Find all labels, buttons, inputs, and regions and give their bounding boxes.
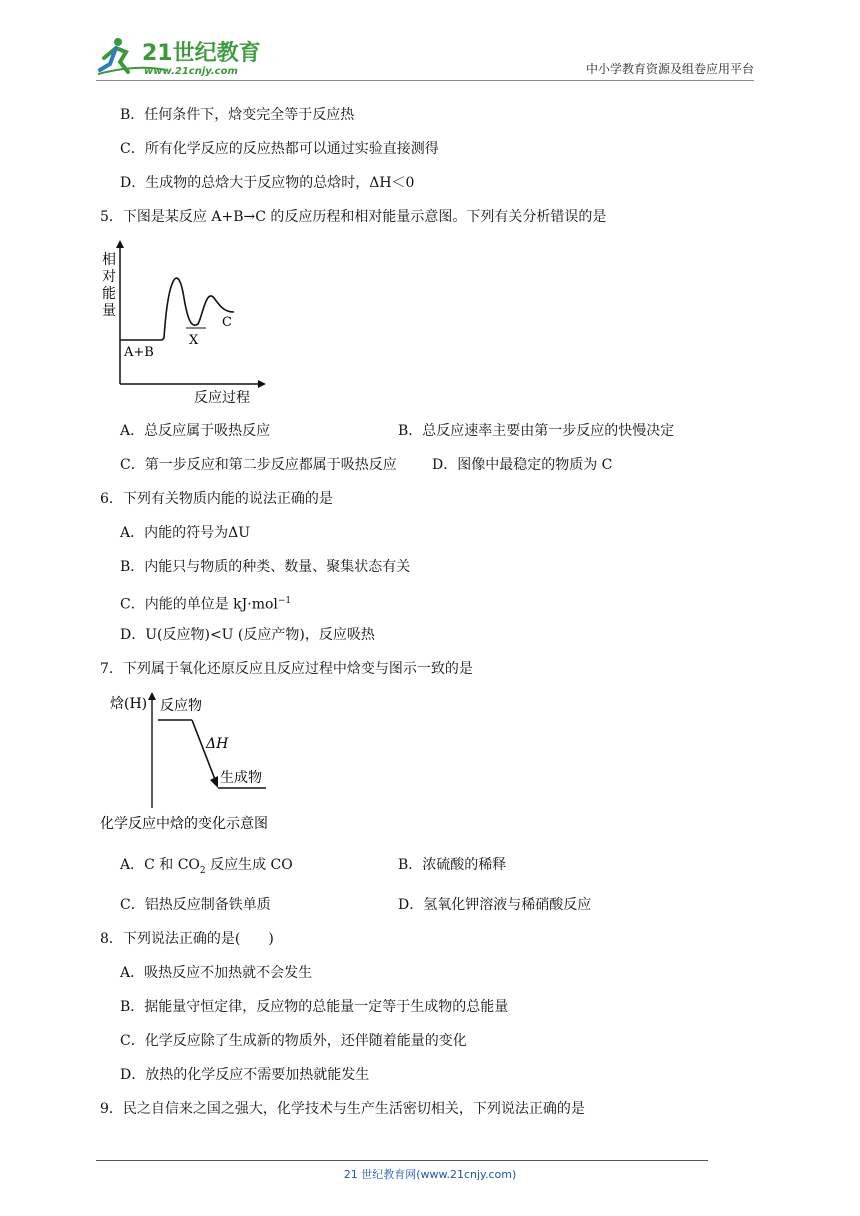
q6-option-a: A．内能的符号为ΔU (120, 525, 251, 541)
site-logo (96, 34, 266, 80)
q5-label-ab: A+B (124, 345, 154, 360)
q8-stem: 8．下列说法正确的是( ) (100, 931, 274, 947)
q6-option-c-sup: −1 (277, 596, 292, 606)
logo-text: 21世纪教育 (142, 41, 261, 66)
q7-option-a-post: 反应生成 CO (205, 857, 293, 873)
q5-label-c: C (222, 315, 232, 330)
q5-y-label-4: 量 (102, 303, 116, 319)
q7-delta-label: ΔH (206, 736, 229, 752)
q7-product-label: 生成物 (220, 770, 262, 786)
q4-option-d: D．生成物的总焓大于反应物的总焓时，ΔH＜0 (120, 175, 415, 191)
q8-option-b: B．据能量守恒定律，反应物的总能量一定等于生成物的总能量 (120, 999, 509, 1015)
q5-y-label-1: 相 (102, 252, 116, 268)
q5-x-label: 反应过程 (194, 390, 250, 406)
q5-y-label-2: 对 (102, 269, 116, 285)
q8-option-a: A．吸热反应不加热就不会发生 (120, 965, 313, 981)
footer-divider (96, 1160, 708, 1161)
q5-stem: 5．下图是某反应 A+B→C 的反应历程和相对能量示意图。下列有关分析错误的是 (100, 209, 607, 225)
q4-option-c: C．所有化学反应的反应热都可以通过实验直接测得 (120, 141, 439, 157)
logo-url: www.21cnjy.com (144, 66, 238, 77)
q7-caption: 化学反应中焓的变化示意图 (100, 816, 268, 832)
q4-option-b: B．任何条件下，焓变完全等于反应热 (120, 107, 355, 123)
q6-option-d: D．U(反应物)<U (反应产物)，反应吸热 (120, 627, 375, 643)
q5-energy-curve (120, 278, 234, 340)
q5-energy-diagram (96, 238, 276, 408)
q6-option-c (120, 592, 291, 614)
q6-stem: 6．下列有关物质内能的说法正确的是 (100, 491, 333, 507)
q5-x-arrow-icon (258, 380, 266, 388)
q5-y-arrow-icon (116, 240, 124, 248)
q7-option-b: B．浓硫酸的稀释 (398, 857, 507, 873)
q8-option-c: C．化学反应除了生成新的物质外，还伴随着能量的变化 (120, 1033, 467, 1049)
q5-y-label-3: 能 (102, 286, 116, 302)
q7-option-c: C．铝热反应制备铁单质 (120, 897, 271, 913)
q5-option-a: A．总反应属于吸热反应 (120, 423, 271, 439)
q7-option-a (120, 856, 293, 880)
header-platform-text: 中小学教育资源及组卷应用平台 (585, 62, 754, 76)
runner-logo-icon (96, 34, 266, 80)
q7-enthalpy-diagram (96, 688, 296, 838)
q9-stem: 9．民之自信来之国之强大，化学技术与生产生活密切相关，下列说法正确的是 (100, 1101, 585, 1117)
q7-y-label: 焓(H) (110, 696, 148, 712)
q7-reactant-label: 反应物 (160, 698, 202, 714)
q5-option-c: C．第一步反应和第二步反应都属于吸热反应 (120, 457, 397, 473)
q7-option-a-sub: 2 (199, 865, 206, 876)
header-divider (96, 80, 754, 81)
q7-y-arrow-icon (148, 692, 156, 700)
q8-option-d: D．放热的化学反应不需要加热就能发生 (120, 1067, 370, 1083)
q7-stem: 7．下列属于氧化还原反应且反应过程中焓变与图示一致的是 (100, 661, 473, 677)
q5-label-x: X (189, 333, 199, 348)
q5-option-d: D．图像中最稳定的物质为 C (432, 457, 613, 473)
q6-option-c-text: C．内能的单位是 kJ·mol (120, 596, 278, 613)
footer-site-link[interactable]: 21 世纪教育网(www.21cnjy.com) (343, 1168, 517, 1181)
q6-option-b: B．内能只与物质的种类、数量、聚集状态有关 (120, 559, 411, 575)
q7-option-a-pre: A．C 和 CO (120, 857, 200, 873)
q7-option-d: D．氢氧化钾溶液与稀硝酸反应 (398, 897, 592, 913)
q5-option-b: B．总反应速率主要由第一步反应的快慢决定 (398, 423, 675, 439)
